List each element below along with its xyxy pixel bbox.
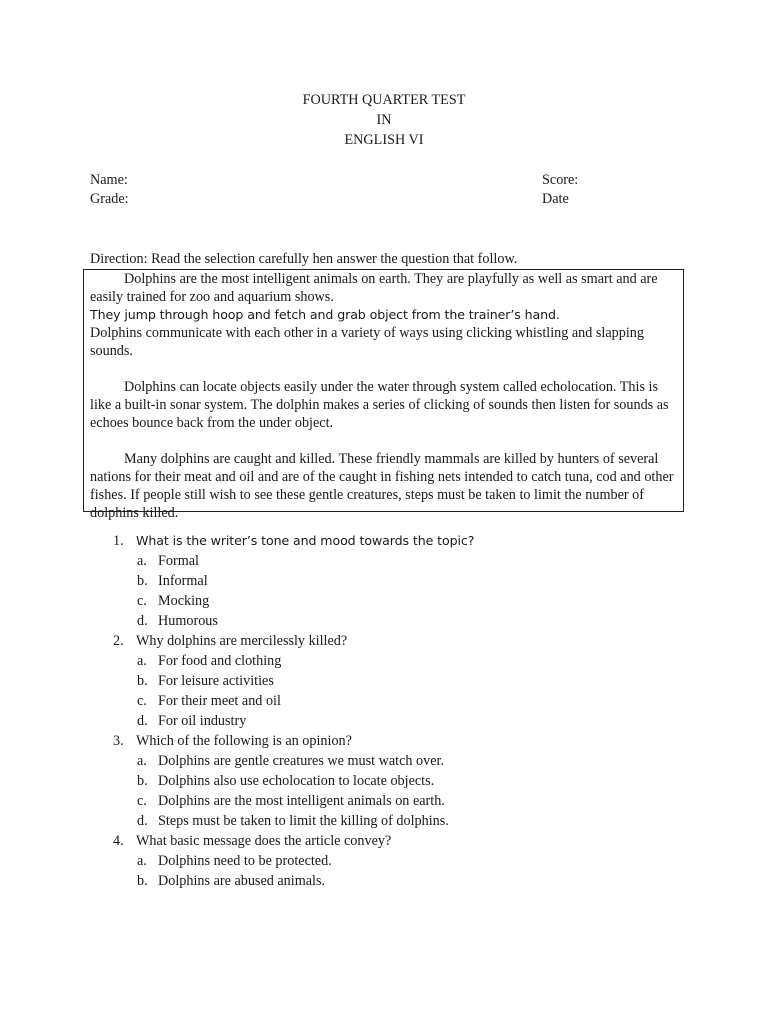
option-text: For food and clothing xyxy=(158,653,282,669)
option-letter: d. xyxy=(137,713,148,729)
question-number: 1. xyxy=(113,533,124,549)
question-list xyxy=(113,531,474,891)
option-2c xyxy=(113,691,474,711)
option-letter: d. xyxy=(137,613,148,629)
question-2 xyxy=(113,631,474,651)
option-text: Dolphins need to be protected. xyxy=(158,853,332,869)
question-text: What basic message does the article convey? xyxy=(136,833,392,849)
test-subject: ENGLISH VI xyxy=(344,132,424,148)
name-label: Name: xyxy=(90,172,128,188)
question-text: Which of the following is an opinion? xyxy=(136,733,352,749)
option-2a xyxy=(113,651,474,671)
option-letter: a. xyxy=(137,853,147,869)
score-label: Score: xyxy=(542,172,579,188)
option-letter: c. xyxy=(137,693,147,709)
question-text: Why dolphins are mercilessly killed? xyxy=(136,633,348,649)
option-text: For leisure activities xyxy=(158,673,274,689)
option-letter: c. xyxy=(137,793,147,809)
option-text: Dolphins also use echolocation to locate objects. xyxy=(158,773,435,789)
question-number: 2. xyxy=(113,633,124,649)
option-1b xyxy=(113,571,474,591)
option-3a xyxy=(113,751,474,771)
test-title: FOURTH QUARTER TEST xyxy=(302,92,466,108)
option-letter: a. xyxy=(137,553,147,569)
option-3c xyxy=(113,791,474,811)
question-number: 3. xyxy=(113,733,124,749)
option-letter: b. xyxy=(137,573,148,589)
option-text: Formal xyxy=(158,553,199,569)
reading-passage-box xyxy=(83,269,684,521)
passage-paragraph-3: Many dolphins are caught and killed. These friendly mammals are killed by hunters of several nations for their meat and oil and are of the caught in fishing nets intended to catch tuna, cod and other fishes. If people still wish to see these gentle creatures, steps must be taken to limit the number of dolphins killed. xyxy=(90,451,674,521)
option-text: For oil industry xyxy=(158,713,247,729)
passage-paragraph-1-continued: Dolphins communicate with each other in a variety of ways using clicking whistling and slapping sounds. xyxy=(90,325,644,359)
option-letter: b. xyxy=(137,773,148,789)
option-letter: c. xyxy=(137,593,147,609)
option-1d xyxy=(113,611,474,631)
grade-label: Grade: xyxy=(90,191,129,207)
question-4 xyxy=(113,831,474,851)
option-4a xyxy=(113,851,474,871)
passage-paragraph-2: Dolphins can locate objects easily under the water through system called echolocation. This is like a built-in sonar system. The dolphin makes a series of clicking of sounds then listen for sounds as echoes bounce back from the under object. xyxy=(90,379,669,431)
date-label: Date xyxy=(542,191,569,207)
passage-handwritten-line: They jump through hoop and fetch and grab object from the trainer’s hand. xyxy=(90,307,560,322)
option-letter: d. xyxy=(137,813,148,829)
question-1 xyxy=(113,531,474,551)
option-text: Dolphins are the most intelligent animals on earth. xyxy=(158,793,445,809)
option-letter: a. xyxy=(137,653,147,669)
option-letter: b. xyxy=(137,673,148,689)
option-text: Dolphins are abused animals. xyxy=(158,873,326,889)
option-text: Humorous xyxy=(158,613,218,629)
question-text: What is the writer’s tone and mood towards the topic? xyxy=(136,533,475,548)
option-text: Steps must be taken to limit the killing of dolphins. xyxy=(158,813,449,829)
option-letter: b. xyxy=(137,873,148,889)
passage-paragraph-1: Dolphins are the most intelligent animals on earth. They are playfully as well as smart and are easily trained for zoo and aquarium shows. xyxy=(90,271,658,305)
test-title-in: IN xyxy=(376,112,392,128)
direction-text: Direction: Read the selection carefully hen answer the question that follow. xyxy=(90,251,518,267)
option-2d xyxy=(113,711,474,731)
option-3b xyxy=(113,771,474,791)
option-2b xyxy=(113,671,474,691)
option-1c xyxy=(113,591,474,611)
option-letter: a. xyxy=(137,753,147,769)
question-number: 4. xyxy=(113,833,124,849)
option-3d xyxy=(113,811,474,831)
option-4b xyxy=(113,871,474,891)
option-text: Dolphins are gentle creatures we must watch over. xyxy=(158,753,445,769)
question-3 xyxy=(113,731,474,751)
option-1a xyxy=(113,551,474,571)
option-text: Informal xyxy=(158,573,208,589)
option-text: Mocking xyxy=(158,593,210,609)
option-text: For their meet and oil xyxy=(158,693,281,709)
